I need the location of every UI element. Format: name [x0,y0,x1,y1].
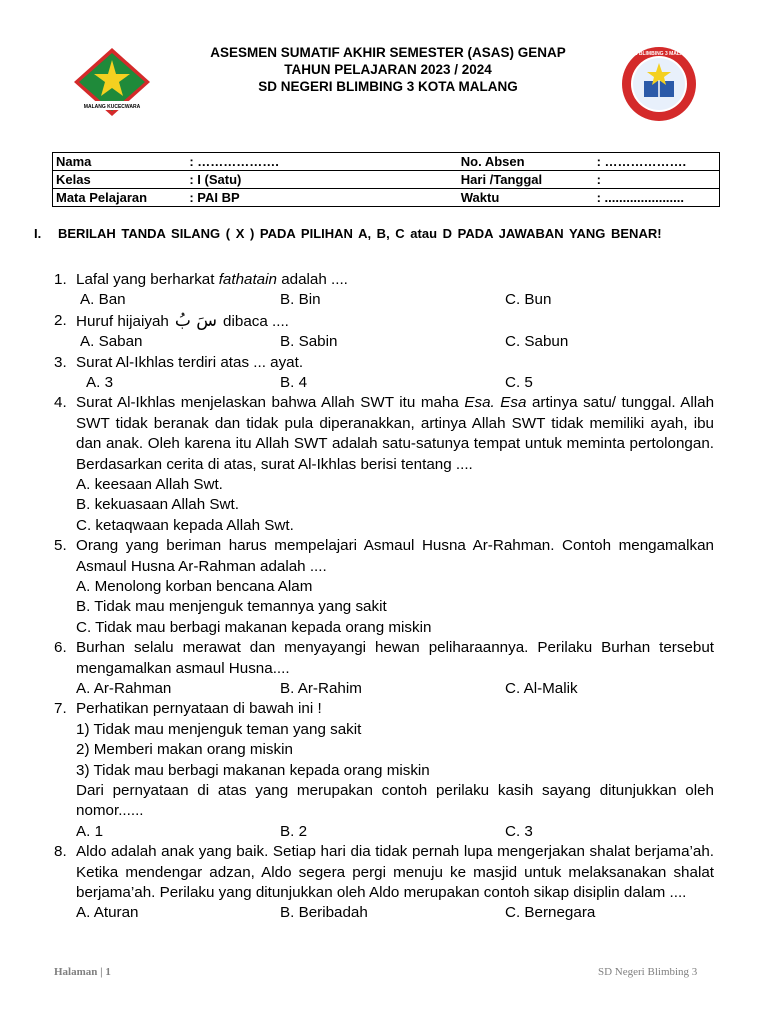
answer-options [76,475,768,536]
option-b: B. Bin [280,291,321,309]
question-text: Perhatikan pernyataan di bawah ini ! [76,700,322,718]
question-list [0,270,768,924]
absen-value: : ………………. [594,153,720,171]
option-a: A. keesaan Allah Swt. [76,476,223,494]
option-b: B. Sabin [280,333,338,351]
answer-options [76,577,768,638]
answer-options [0,679,768,699]
answer-options [0,290,768,310]
right-logo-caption: SDN BLIMBING 3 MALANG [626,51,692,57]
footer-school-name: SD Negeri Blimbing 3 [598,966,698,978]
option-b: B. Beribadah [280,904,368,922]
question-text: Dari pernyataan di atas yang merupakan contoh perilaku kasih sayang ditunjukkan oleh nomor...... [76,781,714,820]
question-number: 8. [54,843,67,861]
section-text: BERILAH TANDA SILANG ( X ) PADA PILIHAN A, B, C atau D PADA JAWABAN YANG BENAR! [58,226,662,241]
student-identity-table [52,152,720,207]
question-6 [0,638,768,679]
question-7-prompt [0,781,768,822]
option-c: C. ketaqwaan kepada Allah Swt. [76,516,294,534]
question-text: Burhan selalu merawat dan menyayangi hewan peliharaannya. Perilaku Burhan tersebut mengamalkan asmaul Husna.... [76,639,714,677]
statement-item: 2) Memberi makan orang miskin [76,741,293,759]
option-c: C. Tidak mau berbagi makanan kepada orang miskin [76,618,432,636]
waktu-value: : ...................... [594,189,720,207]
mapel-value: : PAI BP [186,189,457,207]
absen-label: No. Absen [458,153,594,171]
question-number: 5. [54,537,67,555]
answer-options [0,373,768,393]
identity-row [53,171,720,189]
header-line-2: TAHUN PELAJARAN 2023 / 2024 [284,62,492,77]
answer-options [0,332,768,352]
exam-header [160,44,616,95]
answer-options [0,822,768,842]
section-instruction [34,223,714,245]
question-number: 6. [54,639,67,657]
option-a: A. Aturan [76,904,139,922]
option-c: C. 5 [505,374,533,391]
question-text: Lafal yang berharkat fathatain adalah .... [76,271,348,288]
option-c: C. Bun [505,291,552,309]
question-5 [0,536,768,577]
option-b: B. Ar-Rahim [280,679,362,697]
question-text: Surat Al-Ikhlas terdiri atas ... ayat. [76,353,304,371]
question-7 [0,699,768,719]
question-number: 3. [54,353,67,371]
statement-item: 3) Tidak mau berbagi makanan kepada orang miskin [76,761,430,779]
section-number: I. [34,226,42,241]
answer-options [0,903,768,923]
kelas-value: : I (Satu) [186,171,457,189]
nama-value: : ………………. [186,153,457,171]
header-line-3: SD NEGERI BLIMBING 3 KOTA MALANG [258,79,518,94]
header-line-1: ASESMEN SUMATIF AKHIR SEMESTER (ASAS) GENAP [210,45,566,60]
question-4 [0,393,768,475]
question-8 [0,842,768,903]
option-b: B. Tidak mau menjenguk temannya yang sakit [76,598,387,616]
question-number: 7. [54,700,67,718]
left-logo-caption: MALANG KUCECWARA [83,104,141,110]
question-text: Huruf hijaiyah سَ بُ dibaca .... [76,310,289,331]
option-c: C. Sabun [505,333,569,351]
option-a: A. 3 [86,374,114,391]
nama-label: Nama [53,153,187,171]
malang-emblem-logo [72,46,152,118]
school-badge-logo [620,45,698,123]
question-text: Orang yang beriman harus mempelajari Asmaul Husna Ar-Rahman. Contoh mengamalkan Asmaul Husna Ar-Rahman adalah .... [76,537,714,575]
question-text: Surat Al-Ikhlas menjelaskan bahwa Allah SWT itu maha Esa. Esa artinya satu/ tunggal. Allah SWT tidak beranak dan tidak pula diperanakkan, artinya Allah SWT tidak memiliki ayah, ibu dan anak. Oleh karena itu Allah SWT adalah satu-satunya tempat untuk meminta pertolongan. Berdasarkan cerita di atas, surat Al-Ikhlas berisi tentang .... [76,394,715,473]
identity-row [53,153,720,171]
option-a: A. Menolong korban bencana Alam [76,578,313,595]
page-number: Halaman | 1 [54,966,111,978]
statement-list [76,720,768,781]
question-text: Aldo adalah anak yang baik. Setiap hari dia tidak pernah lupa mengerjakan shalat berjama’ah. Ketika mendengar adzan, Aldo segera pergi menuju ke masjid untuk melaksanakan shalat berjama’ah. Perilaku yang ditunjukkan oleh Aldo merupakan contoh sikap disiplin dalam .... [76,843,714,901]
statement-item: 1) Tidak mau menjenguk teman yang sakit [76,720,362,738]
option-b: B. 4 [280,374,308,391]
option-c: C. 3 [505,822,533,840]
option-b: B. kekuasaan Allah Swt. [76,496,239,514]
question-1 [0,270,768,290]
hari-label: Hari /Tanggal [458,171,594,189]
kelas-label: Kelas [53,171,187,189]
option-a: A. Ban [80,291,126,309]
option-a: A. Saban [80,333,143,351]
question-number: 4. [54,394,67,412]
arabic-letters: سَ بُ [174,310,218,331]
question-2 [0,311,768,332]
option-c: C. Bernegara [505,904,596,922]
question-number: 1. [54,271,67,288]
hari-value: : [594,171,720,189]
option-b: B. 2 [280,822,308,840]
option-a: A. Ar-Rahman [76,679,172,697]
waktu-label: Waktu [458,189,594,207]
identity-row [53,189,720,207]
mapel-label: Mata Pelajaran [53,189,187,207]
option-a: A. 1 [76,822,104,840]
question-3 [0,353,768,373]
question-number: 2. [54,311,67,329]
option-c: C. Al-Malik [505,679,578,697]
